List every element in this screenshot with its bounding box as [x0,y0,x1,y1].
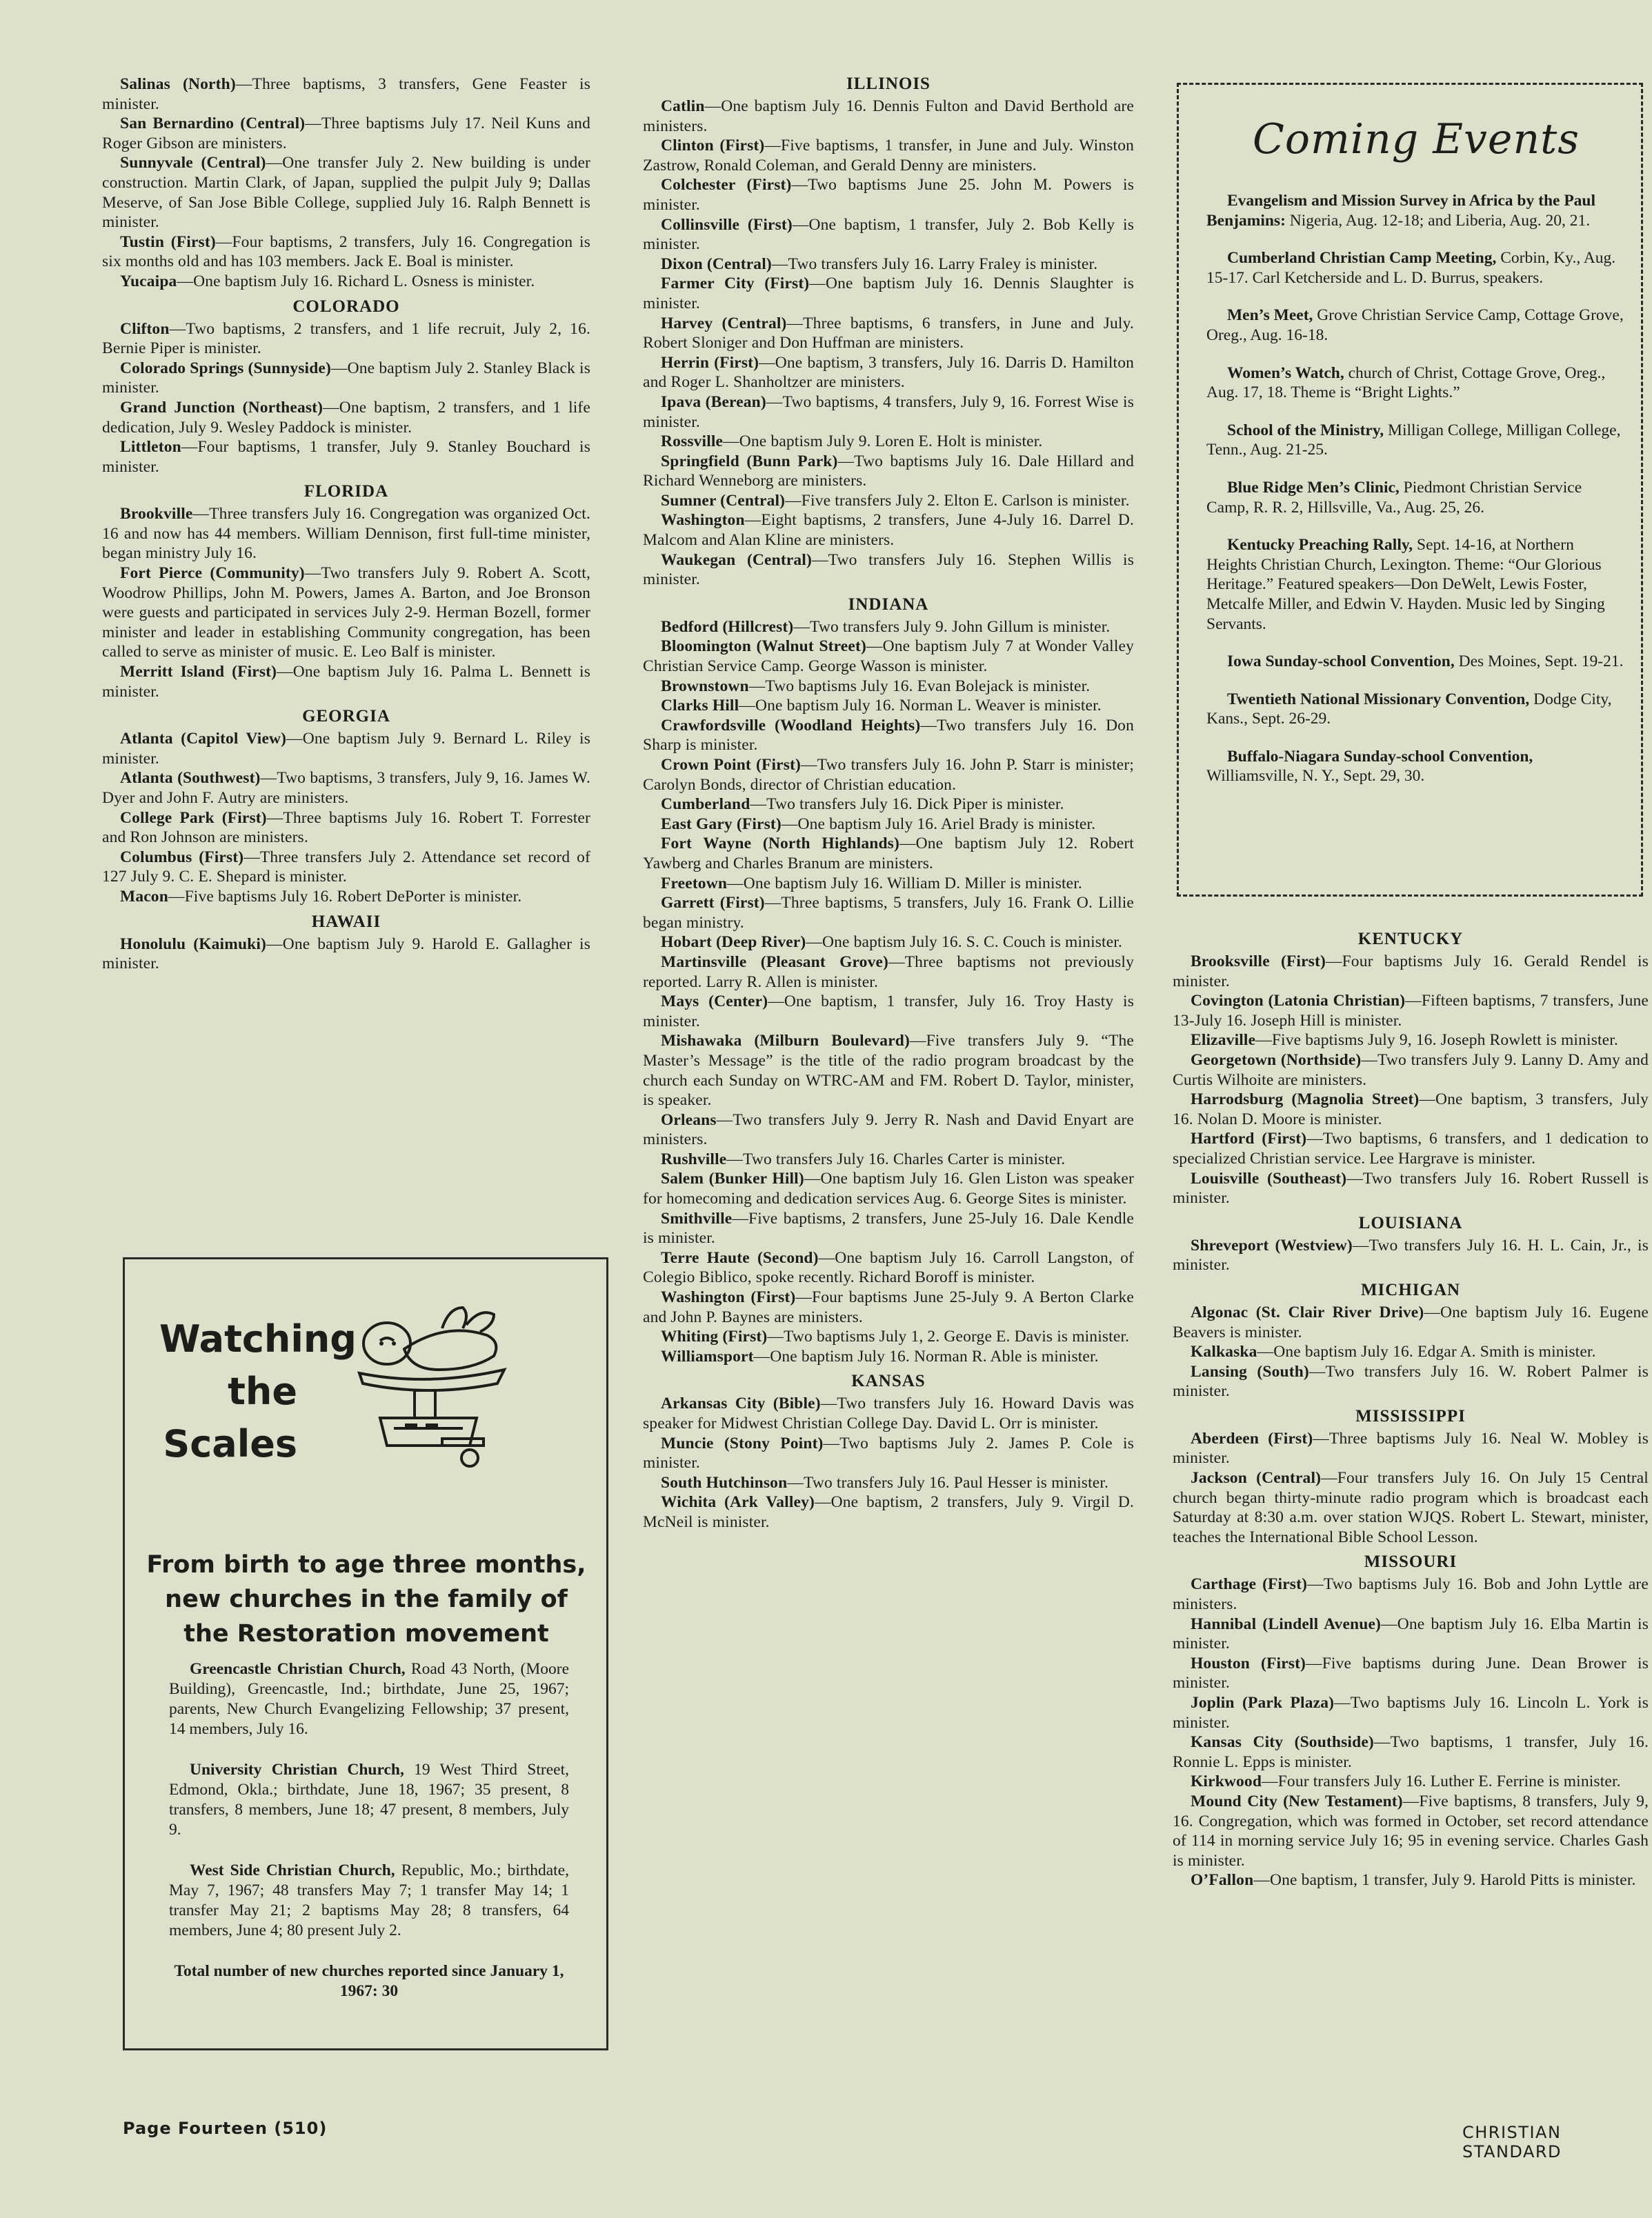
state-heading-colorado: COLORADO [292,297,400,316]
entry: Grand Junction (Northeast)—One baptism, 2 transfers, and 1 life dedication, July 9. Wesley Paddock is minister. [102,398,590,437]
coming-events-title: Coming Events [1253,115,1580,163]
entry: Louisville (Southeast)—Two transfers July 16. Robert Russell is minister. [1173,1169,1649,1208]
entry: Freetown—One baptism July 16. William D. Miller is minister. [661,874,1082,892]
entry: Mishawaka (Milburn Boulevard)—Five transfers July 9. “The Master’s Message” is the title of the radio program broadcast by the church each Sunday on WTRC-AM and FM. Robert D. Taylor, minister, is speaker. [643,1032,1134,1110]
entry: O’Fallon—One baptism, 1 transfer, July 9. Harold Pitts is minister. [1191,1871,1636,1890]
total-new-churches: Total number of new churches reported since January 1, 1967: 30 [174,1962,564,2000]
entry: Smithville—Five baptisms, 2 transfers, June 25-July 16. Dale Kendle is minister. [643,1209,1134,1248]
entry: Muncie (Stony Point)—Two baptisms July 2. James P. Cole is minister. [643,1434,1134,1472]
entry: Fort Pierce (Community)—Two transfers July 9. Robert A. Scott, Woodrow Phillips, John M. Powers, James A. Barton, and Joe Bronson were guests and participated in services July 2-9. Herman Bozell, former minister and leader in establishing Community congregation, has been called to serve as minister of music. E. Leo Balf is minister. [102,564,590,661]
entry: Tustin (First)—Four baptisms, 2 transfers, July 16. Congregation is six months old and has 103 members. Jack E. Boal is minister. [102,232,591,271]
entry: Garrett (First)—Three baptisms, 5 transfers, July 16. Frank O. Lillie began ministry. [643,894,1135,932]
entry: Crown Point (First)—Two transfers July 16. John P. Starr is minister; Carolyn Bonds, director of Christian education. [643,756,1134,794]
entry: Merritt Island (First)—One baptism July 16. Palma L. Bennett is minister. [102,663,590,701]
entry: Elizaville—Five baptisms July 9, 16. Joseph Rowlett is minister. [1191,1031,1618,1050]
state-heading-illinois: ILLINOIS [846,74,931,93]
entry: South Hutchinson—Two transfers July 16. Paul Hesser is minister. [661,1473,1109,1492]
state-heading-missouri: MISSOURI [1364,1552,1457,1572]
entry: Jackson (Central)—Four transfers July 16. On July 15 Central church began thirty-minute radio program which is broadcast each Saturday at 8:30 a.m. over station WJQS. Robert L. Stewart, minister, teaches the International Bible School Lesson. [1173,1469,1649,1546]
entries-california [102,74,590,292]
entry: Lansing (South)—Two transfers July 16. W. Robert Palmer is minister. [1173,1362,1649,1401]
entry: Ipava (Berean)—Two baptisms, 4 transfers, July 9, 16. Forrest Wise is minister. [643,392,1134,431]
entry: Atlanta (Southwest)—Two baptisms, 3 transfers, July 9, 16. James W. Dyer and John F. Autry are ministers. [102,769,590,807]
entry: Aberdeen (First)—Three baptisms July 16. Neal W. Mobley is minister. [1173,1429,1649,1468]
event-item: Women’s Watch, church of Christ, Cottage Grove, Oreg., Aug. 17, 18. Theme is “Bright Lights.” [1206,363,1606,402]
entry: Washington—Eight baptisms, 2 transfers, June 4-July 16. Darrel D. Malcom and Alan Kline are ministers. [643,511,1134,550]
entry: East Gary (First)—One baptism July 16. Ariel Brady is minister. [661,815,1096,833]
baby-on-scale-illustration [339,1301,518,1473]
entry: Dixon (Central)—Two transfers July 16. Larry Fraley is minister. [661,254,1098,273]
entry: Waukegan (Central)—Two transfers July 16. Stephen Willis is minister. [643,550,1134,589]
watching-the-scales-box [123,1257,608,2050]
entry: Herrin (First)—One baptism, 3 transfers, July 16. Darris D. Hamilton and Roger L. Shanholtzer are ministers. [643,353,1134,392]
event-item: Iowa Sunday-school Convention, Des Moines, Sept. 19-21. [1227,652,1624,671]
state-heading-hawaii: HAWAII [311,912,381,931]
event-item: Cumberland Christian Camp Meeting, Corbin, Ky., Aug. 15-17. Carl Ketcherside and L. D. Burrus, speakers. [1206,249,1616,287]
entry: Atlanta (Capitol View)—One baptism July 9. Bernard L. Riley is minister. [102,730,591,768]
entry: Sumner (Central)—Five transfers July 2. Elton E. Carlson is minister. [661,491,1130,510]
entry: Collinsville (First)—One baptism, 1 transfer, July 2. Bob Kelly is minister. [643,215,1134,254]
entry: Rossville—One baptism July 9. Loren E. Holt is minister. [661,432,1043,451]
entry: Sunnyvale (Central)—One transfer July 2. New building is under construction. Martin Clark, of Japan, supplied the pulpit July 9; Dallas Meserve, of San Jose Bible College, supplied July 16. Ralph Bennett is minister. [102,154,590,232]
entry: College Park (First)—Three baptisms July 16. Robert T. Forrester and Ron Johnson are ministers. [102,808,590,847]
entry: Springfield (Bunn Park)—Two baptisms July 16. Dale Hillard and Richard Wenneborg are ministers. [643,452,1134,490]
entry: San Bernardino (Central)—Three baptisms July 17. Neil Kuns and Roger Gibson are ministers. [102,114,590,152]
entry: Colchester (First)—Two baptisms June 25. John M. Powers is minister. [643,176,1134,214]
entry: Columbus (First)—Three transfers July 2. Attendance set record of 127 July 9. C. E. Shepard is minister. [102,848,590,886]
entry: Bloomington (Walnut Street)—One baptism July 7 at Wonder Valley Christian Service Camp. George Wasson is minister. [643,637,1134,676]
entry: Bedford (Hillcrest)—Two transfers July 9. John Gillum is minister. [661,617,1111,636]
entry: Fort Wayne (North Highlands)—One baptism July 12. Robert Yawberg and Charles Branum are ministers. [643,835,1134,872]
entry: Williamsport—One baptism July 16. Norman R. Able is minister. [661,1347,1099,1366]
new-church-entry: Greencastle Christian Church, Road 43 North, (Moore Building), Greencastle, Ind.; birthdate, June 25, 1967; parents, New Church Evangelizing Fellowship; 37 present, 14 members, July 16. [169,1660,569,1738]
entry: Clarks Hill—One baptism July 16. Norman L. Weaver is minister. [661,697,1102,715]
state-heading-michigan: MICHIGAN [1360,1280,1461,1299]
new-church-entry: West Side Christian Church, Republic, Mo.; birthdate, May 7, 1967; 48 transfers May 7; 1 transfer May 14; 1 transfer May 21; 2 baptisms May 28; 8 transfers, 64 members, June 4; 80 present July 2. [169,1861,569,1939]
event-item: Evangelism and Mission Survey in Africa by the Paul Benjamins: Nigeria, Aug. 12-18; and Liberia, Aug. 20, 21. [1206,192,1596,230]
entry: Joplin (Park Plaza)—Two baptisms July 16. Lincoln L. York is minister. [1173,1694,1649,1732]
entry: Mays (Center)—One baptism, 1 transfer, July 16. Troy Hasty is minister. [643,992,1134,1030]
entry: Catlin—One baptism July 16. Dennis Fulton and David Berthold are ministers. [643,97,1134,135]
entry: Georgetown (Northside)—Two transfers July 9. Lanny D. Amy and Curtis Wilhoite are ministers. [1173,1050,1649,1089]
entry: Orleans—Two transfers July 9. Jerry R. Nash and David Enyart are ministers. [643,1110,1134,1149]
scales-title: Watching the Scales [159,1317,357,1466]
entry: Rushville—Two transfers July 16. Charles Carter is minister. [661,1150,1066,1168]
column-3 [1173,924,1649,1890]
entry: Mound City (New Testament)—Five baptisms, 8 transfers, July 9, 16. Congregation, which was formed in October, set record attendance of 114 in morning service July 16; 95 in evening service. Charles Gash is minister. [1173,1792,1649,1870]
entry: Hartford (First)—Two baptisms, 6 transfers, and 1 dedication to specialized Christian service. Lee Hargrave is minister. [1173,1130,1649,1168]
entry: Clifton—Two baptisms, 2 transfers, and 1 life recruit, July 2, 16. Bernie Piper is minister. [102,319,590,358]
entry: Carthage (First)—Two baptisms July 16. Bob and John Lyttle are ministers. [1173,1575,1649,1614]
state-heading-louisiana: LOUISIANA [1358,1213,1463,1232]
event-item: Men’s Meet, Grove Christian Service Camp, Cottage Grove, Oreg., Aug. 16-18. [1206,306,1624,344]
state-heading-indiana: INDIANA [848,595,929,614]
scales-entries [169,1659,569,2001]
event-item: School of the Ministry, Milligan College, Milligan College, Tenn., Aug. 21-25. [1206,421,1621,459]
entry: Whiting (First)—Two baptisms July 1, 2. George E. Davis is minister. [661,1328,1130,1346]
entry: Brooksville (First)—Four baptisms July 16. Gerald Rendel is minister. [1173,952,1649,990]
entry: Farmer City (First)—One baptism July 16. Dennis Slaughter is minister. [643,274,1134,312]
entry: Shreveport (Westview)—Two transfers July 16. H. L. Cain, Jr., is minister. [1173,1236,1649,1275]
event-item: Kentucky Preaching Rally, Sept. 14-16, at Northern Heights Christian Church, Lexington. Theme: “Our Glorious Heritage.” Featured speakers—Don DeWelt, Lewis Foster, Metcalfe Miller, and Edwin V. Hayden. Music led by Singing Servants. [1206,536,1605,633]
state-heading-kentucky: KENTUCKY [1357,930,1464,948]
entry: Yucaipa—One baptism July 16. Richard L. Osness is minister. [120,272,535,290]
state-heading-mississippi: MISSISSIPPI [1355,1406,1466,1426]
entry: Hobart (Deep River)—One baptism July 16. S. C. Couch is minister. [661,933,1123,952]
coming-events-box [1177,83,1643,897]
entry: Clinton (First)—Five baptisms, 1 transfer, in June and July. Winston Zastrow, Ronald Coleman, and Gerald Denny are ministers. [643,137,1135,174]
event-item: Twentieth National Missionary Convention, Dodge City, Kans., Sept. 26-29. [1206,690,1612,728]
column-2 [643,74,1134,1532]
entry: Wichita (Ark Valley)—One baptism, 2 transfers, July 9. Virgil D. McNeil is minister. [643,1493,1134,1531]
entry: Salem (Bunker Hill)—One baptism July 16. Glen Liston was speaker for homecoming and dedication services Aug. 6. George Sites is minister. [643,1170,1134,1208]
entry: Harrodsburg (Magnolia Street)—One baptism, 3 transfers, July 16. Nolan D. Moore is minister. [1173,1090,1649,1128]
entry: Harvey (Central)—Three baptisms, 6 transfers, in June and July. Robert Sloniger and Don Huffman are ministers. [643,314,1134,352]
entry: Martinsville (Pleasant Grove)—Three baptisms not previously reported. Larry R. Allen is minister. [643,952,1134,991]
entry: Hannibal (Lindell Avenue)—One baptism July 16. Elba Martin is minister. [1173,1615,1649,1653]
entry: Brookville—Three transfers July 16. Congregation was organized Oct. 16 and now has 44 members. William Dennison, first full-time minister, began ministry July 16. [102,505,590,563]
event-item: Buffalo-Niagara Sunday-school Convention, Williamsville, N. Y., Sept. 29, 30. [1206,747,1533,786]
entry: Cumberland—Two transfers July 16. Dick Piper is minister. [661,795,1064,814]
entry: Arkansas City (Bible)—Two transfers July 16. Howard Davis was speaker for Midwest Christian College Day. David L. Orr is minister. [643,1395,1134,1432]
entry: Crawfordsville (Woodland Heights)—Two transfers July 16. Don Sharp is minister. [643,716,1134,755]
entry: Algonac (St. Clair River Drive)—One baptism July 16. Eugene Beavers is minister. [1173,1303,1649,1341]
entry: Terre Haute (Second)—One baptism July 16. Carroll Langston, of Colegio Biblico, spoke recently. Richard Boroff is minister. [643,1248,1135,1287]
new-church-entry: University Christian Church, 19 West Third Street, Edmond, Okla.; birthdate, June 18, 1967; 35 present, 8 transfers, 8 members, June 18; 47 present, 8 members, July 9. [169,1761,569,1839]
entry: Kirkwood—Four transfers July 16. Luther E. Ferrine is minister. [1191,1772,1621,1791]
entry: Macon—Five baptisms July 16. Robert DePorter is minister. [120,887,522,906]
state-heading-florida: FLORIDA [303,482,389,501]
entry: Houston (First)—Five baptisms during June. Dean Brower is minister. [1173,1654,1649,1692]
event-item: Blue Ridge Men’s Clinic, Piedmont Christian Service Camp, R. R. 2, Hillsville, Va., Aug. 25, 26. [1206,478,1582,517]
publication-name: CHRISTIAN STANDARD [1462,2123,1562,2161]
state-heading-georgia: GEORGIA [302,707,390,726]
entry: Brownstown—Two baptisms July 16. Evan Bolejack is minister. [661,677,1091,695]
state-heading-kansas: KANSAS [851,1372,926,1391]
entry: Kansas City (Southside)—Two baptisms, 1 transfer, July 16. Ronnie L. Epps is minister. [1173,1733,1649,1771]
entry: Washington (First)—Four baptisms June 25-July 9. A Berton Clarke and John P. Baynes are ministers. [643,1288,1134,1326]
entry: Littleton—Four baptisms, 1 transfer, July 9. Stanley Bouchard is minister. [102,438,590,476]
entry: Kalkaska—One baptism July 16. Edgar A. Smith is minister. [1191,1343,1596,1361]
entry: Salinas (North)—Three baptisms, 3 transfers, Gene Feaster is minister. [102,75,591,113]
column-1 [102,74,590,974]
page-number: Page Fourteen (510) [123,2119,328,2138]
entry: Covington (Latonia Christian)—Fifteen baptisms, 7 transfers, June 13-July 16. Joseph Hill is minister. [1173,992,1649,1030]
entry: Honolulu (Kaimuki)—One baptism July 9. Harold E. Gallagher is minister. [102,935,591,973]
scales-headline: From birth to age three months, new churches in the family of the Restoration movement [146,1551,586,1648]
entry: Colorado Springs (Sunnyside)—One baptism July 2. Stanley Black is minister. [102,359,591,397]
